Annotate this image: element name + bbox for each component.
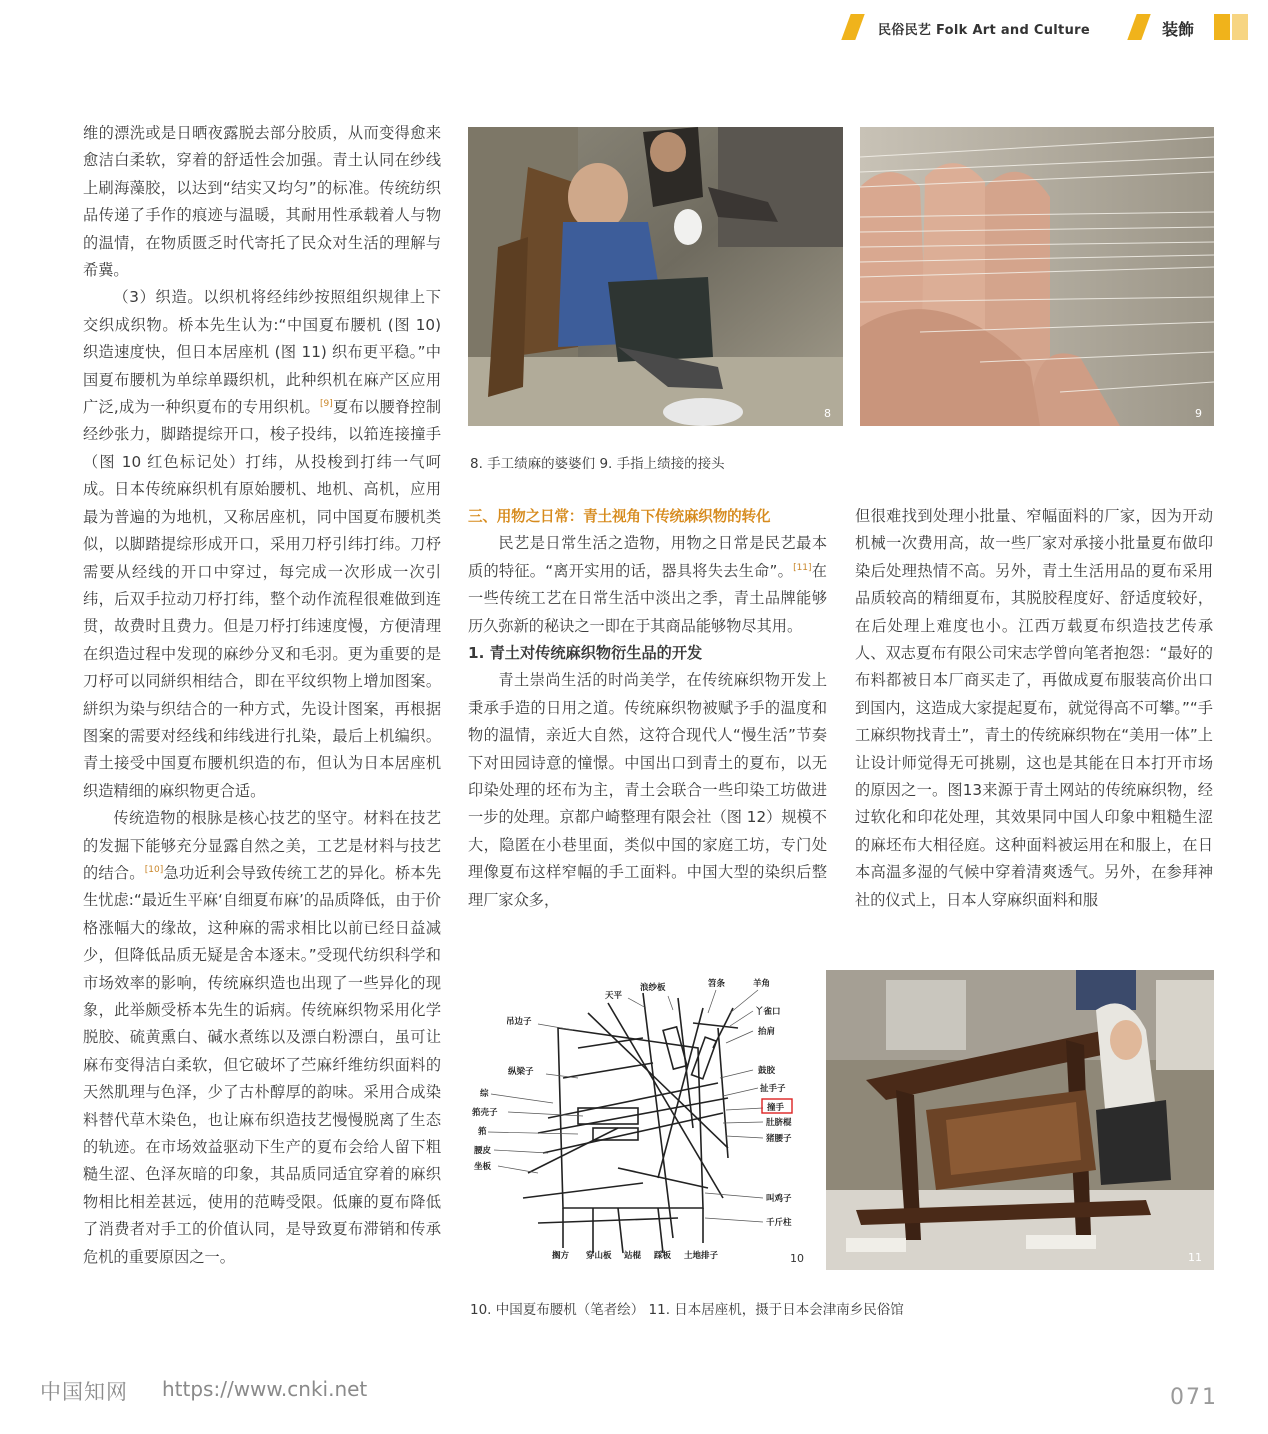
label-zhuangshou: 撞手 xyxy=(767,1103,785,1113)
header-section-label: 民俗民艺 Folk Art and Culture xyxy=(878,23,1090,38)
label-zuoban: 坐板 xyxy=(474,1162,492,1172)
section-title: 三、用物之日常：青土视角下传统麻织物的转化 xyxy=(468,508,771,525)
figure-11-number: 11 xyxy=(1188,1251,1202,1264)
right-paragraph-1: 但很难找到处理小批量、窄幅面料的厂家，因为开动机械一次费用高，故一些厂家对承接小批量夏布做印染后处理热情不高。另外，青土生活用品的夏布采用品质较高的精细夏布，其脱胶程度好、舒适度较好，在后处理上难度也小。江西万载夏布织造技艺传承人、双志夏布有限公司宋志学曾向笔者抱怨：“最好的布料都被日本厂商买走了，再做成夏布服装高价出口到国内，这造成大家提起夏布，就觉得高不可攀。”“手工麻织物找青土”，青土的传统麻织物在“美用一体”上让设计师觉得无可挑剔，这也是其能在日本打开市场的原因之一。图13来源于青土网站的传统麻织物，经过软化和印花处理，其效果同中国人印象中粗糙生涩的麻坯布大相径庭。这种面料被运用在和服上，在日本高温多湿的气候中穿着清爽透气。另外，在参拜神社的仪式上，日本人穿麻织面料和服 xyxy=(855,507,1213,909)
figure-8-number: 8 xyxy=(824,407,831,420)
header-accent-block xyxy=(1214,14,1230,40)
right-column xyxy=(855,503,1213,914)
figure-8-photo xyxy=(468,127,843,426)
header-accent-block-light xyxy=(1232,14,1248,40)
figure-10-diagram xyxy=(468,968,813,1270)
label-chuanshanban: 穿山板 xyxy=(586,1251,612,1261)
figure-9-image xyxy=(860,127,1214,426)
figure-11-photo xyxy=(826,970,1214,1270)
label-taban: 踩板 xyxy=(654,1251,672,1261)
middle-paragraph-2: 青土崇尚生活的时尚美学，在传统麻织物开发上秉承手造的日用之道。传统麻织物被赋予手的温度和物的温情，亲近大自然，这符合现代人“慢生活”节奏下对田园诗意的憧憬。中国出口到青土的夏布，以无印染处理的坯布为主，青土会联合一些印染工坊做进一步的处理。京都户崎整理有限会社（图 12）规模不大，隐匿在小巷里面，类似中国的家庭工坊，专门处理像夏布这样窄幅的手工面料。中国大型的染织后整理厂家众多， xyxy=(468,671,827,909)
left-paragraph-3: 传统造物的根脉是核心技艺的坚守。材料在技艺的发掘下能够充分显露自然之美，工艺是材料与技艺的结合。[10]急功近利会导致传统工艺的异化。桥本先生忧虑:“最近生平麻‘自细夏布麻’的品质降低，由于价格涨幅大的缘故，这种麻的需求相比以前已经日益减少，但降低品质无疑是舍本逐末。”受现代纺织科学和市场效率的影响，传统麻织造也出现了一些异化的现象，此举颇受桥本先生的诟病。传统麻织物采用化学脱胶、硫黄熏白、碱水煮练以及漂白粉漂白，虽可让麻布变得洁白柔软，但它破坏了苎麻纤维纺织面料的天然肌理与色泽，少了古朴醇厚的韵味。采用合成染料替代草木染色，也让麻布织造技艺慢慢脱离了生态的轨迹。在市场效益驱动下生产的夏布会给人留下粗糙生涩、色泽灰暗的印象，其品质同适宜穿着的麻织物相比相差甚远，使用的范畴受限。低廉的夏布降低了消费者对手工的价值认同，是导致夏布滞销和传承危机的重要原因之一。 xyxy=(83,809,442,1266)
citation-ref[interactable]: [11] xyxy=(793,562,812,573)
label-tianping: 天平 xyxy=(605,991,623,1001)
figure-9-number: 9 xyxy=(1195,407,1202,420)
label-qianjinzhu: 千斤柱 xyxy=(766,1218,792,1228)
label-gujiao: 鼓胶 xyxy=(758,1066,776,1076)
page-number: 071 xyxy=(1170,1385,1218,1410)
left-paragraph-2: （3）织造。以织机将经纬纱按照组织规律上下交织成织物。桥本先生认为:“中国夏布腰机 (图 10) 织造速度快，但日本居座机 (图 11) 织布更平稳。”中国夏布腰机为单综单蹑织机，此种织机在麻产区应用广泛,成为一种织夏布的专用织机。[9]夏布以腰脊控制经纱张力，脚踏提综开口，梭子投纬，以筘连接撞手（图 10 红色标记处）打纬，从投梭到打纬一气呵成。日本传统麻织机有原始腰机、地机、高机，应用最为普遍的为地机，又称居座机，同中国夏布腰机类似，以脚踏提综形成开口，采用刀杼引纬打纬。刀杼需要从经线的开口中穿过，每完成一次形成一次引纬，后双手拉动刀杼打纬，整个动作流程很难做到连贯，故费时且费力。但是刀杼打纬速度慢，方便清理在织造过程中发现的麻纱分叉和毛羽。更为重要的是刀杼可以同絣织相结合，即在平纹织物上增加图案。絣织为染与织结合的一种方式，先设计图案，再根据图案的需要对经线和纬线进行扎染，最后上机编织。青土接受中国夏布腰机织造的布，但认为日本居座机织造精细的麻织物更合适。 xyxy=(83,288,442,800)
citation-ref[interactable]: [10] xyxy=(144,864,164,875)
label-jiaofang: 搁方 xyxy=(552,1251,570,1261)
label-zhanban: 站棍 xyxy=(624,1251,642,1261)
figure-8-image xyxy=(468,127,843,426)
label-zhuyaozi: 猪腰子 xyxy=(766,1134,792,1144)
middle-column xyxy=(468,503,827,914)
label-langshaban: 浪纱板 xyxy=(640,983,666,993)
magazine-brand: 装飾 xyxy=(1162,20,1195,39)
subsection-title: 1. 青土对传统麻织物衍生品的开发 xyxy=(468,644,703,663)
label-yaopi: 腰皮 xyxy=(474,1146,492,1156)
label-jiankezi: 筘壳子 xyxy=(472,1108,498,1118)
label-jiaojizi: 叫鸡子 xyxy=(766,1194,792,1204)
header-accent-slash-left xyxy=(841,14,864,40)
figure-11-image xyxy=(826,970,1214,1270)
left-paragraph-1: 维的漂洗或是日晒夜露脱去部分胶质，从而变得愈来愈洁白柔软，穿着的舒适性会加强。青土认同在纱线上刷海藻胶，以达到“结实又均匀”的标准。传统纺织品传递了手作的痕迹与温暖，其耐用性承载着人与物的温情，在物质匮乏时代寄托了民众对生活的理解与希冀。 xyxy=(83,124,441,280)
caption-figures-10-11: 10. 中国夏布腰机（笔者绘） 11. 日本居座机，摄于日本会津南乡民俗馆 xyxy=(470,1302,904,1318)
label-yangjiao: 羊角 xyxy=(753,979,771,989)
label-taiyi: 抬肩 xyxy=(758,1027,776,1037)
citation-ref[interactable]: [9] xyxy=(320,399,333,409)
cnki-logo: 中国知网 xyxy=(40,1380,128,1404)
left-column xyxy=(83,120,441,1271)
label-kou: 筘 xyxy=(478,1127,487,1137)
label-zongliangzi: 纵梁子 xyxy=(508,1067,534,1077)
cnki-url[interactable]: https://www.cnki.net xyxy=(162,1377,368,1401)
label-tiaotiao: 笤条 xyxy=(708,979,726,989)
label-zhangshouzi: 扯手子 xyxy=(760,1084,786,1094)
label-dujigun: 肚脐棍 xyxy=(766,1118,792,1128)
figure-10-number: 10 xyxy=(790,1252,804,1265)
header-accent-slash-right xyxy=(1127,14,1150,40)
middle-paragraph-1: 民艺是日常生活之造物，用物之日常是民艺最本质的特征。“离开实用的话，器具将失去生命”。[11]在一些传统工艺在日常生活中淡出之季，青土品牌能够历久弥新的秘诀之一即在于其商品能够物尽其用。 xyxy=(468,534,827,635)
loom-diagram xyxy=(468,968,813,1270)
figure-9-photo xyxy=(860,127,1214,426)
label-diaobianzi: 吊边子 xyxy=(506,1017,532,1027)
label-yaquekou: 丫雀口 xyxy=(755,1007,781,1017)
caption-figures-8-9: 8. 手工绩麻的婆婆们 9. 手指上绩接的接头 xyxy=(470,456,725,472)
label-zong: 综 xyxy=(480,1089,489,1099)
label-tudipaizi: 土地排子 xyxy=(684,1251,719,1261)
